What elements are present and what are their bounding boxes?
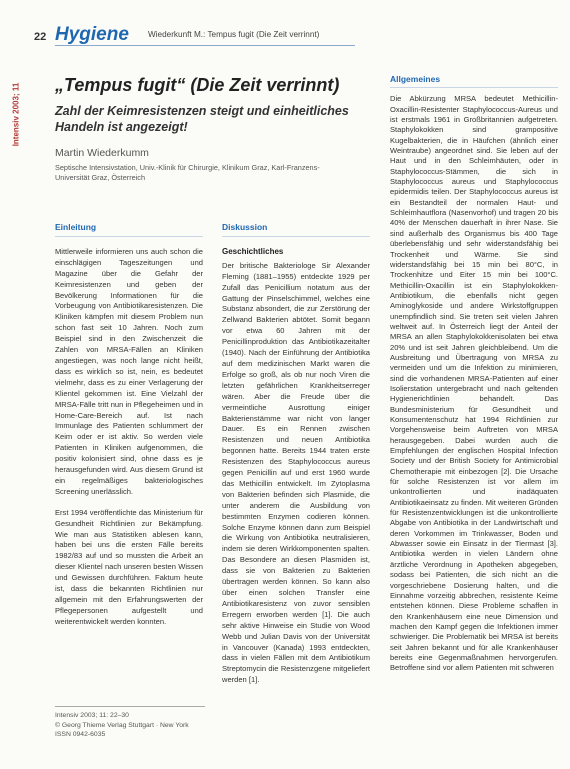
section-heading-diskussion: Diskussion: [222, 222, 370, 237]
article-header: [55, 74, 365, 183]
footnote-issn: ISSN 0942-6035: [55, 731, 106, 739]
footnote-copyright: © Georg Thieme Verlag Stuttgart · New York: [55, 721, 189, 729]
author-affiliation: Septische Intensivstation, Univ.-Klinik für Chirurgie, Klinikum Graz, Karl-Franzens-Universität Graz, Österreich: [55, 163, 320, 182]
page-header: [0, 0, 570, 78]
publication-footnote: [55, 711, 205, 740]
section-heading-einleitung: Einleitung: [55, 222, 203, 237]
footnote-citation: Intensiv 2003; 11: 22–30: [55, 712, 129, 719]
paragraph: Der britische Bakteriologe Sir Alexander Fleming (1881–1955) entdeckte 1929 per Zufall das Penicillium notatum aus der Gattung der Pinselschimmel, welches eine Substanz absondert, die zur Zerstörung der Zellwand Bakterien abtötet. Somit begann vor etwa 60 Jahren mit der Penicillinproduktion das Antibiotikazeitalter (1940). Nach der Einführung der Antibiotika auf dem medizinischen Markt waren die Erfolge so groß, als ob nur noch Viren die letzten gefährlichen Krankheitserreger wären. Aber die Freude über die vermeintliche Ausrottung einiger Bakterienstämme war nicht von langer Dauer. Es ein Rennen zwischen Resistenzen und neuen Antibiotika begonnen hatte. Bereits 1944 traten erste Resistenzen des Staphylococcus aureus gegen Penicillin auf und erst 1960 wurde das Methicillin entwickelt. Im Zytoplasma von Bakterien befinden sich Plasmide, die unter anderem die Ausbildung von bestimmten Enzymen codieren können. Solche Enzyme können dann zum Beispiel die Wirkung von Antibiotika neutralisieren, indem sie deren Wirkkomponenten spalten. Das Besondere an diesen Plasmiden ist, dass sie von Bakterien zu Bakterien übertragen werden können. So kann also über einen solchen Transfer eine Antibiotikaresistenz von zuvor sensiblen Erregern erworben werden [1]. Die auch sehr aktive Hinweise ein Studie von Wood Webb und Julian Davis von der Universität in Vancouver (Kanada) 1993 entdeckten, dass in vielen Fällen mit dem Antibiotikum Streptomycin die Resistenzgene mitgeliefert werden [1].: [222, 260, 370, 685]
footnote-rule: [55, 706, 205, 707]
column-diskussion: [222, 222, 370, 686]
paragraph: Mittlerweile informieren uns auch schon die einschlägigen Tageszeitungen und Magazine über die Gefahr der Keimresistenzen und geben der Bevölkerung Informationen für die Vorbeugung von Antibiotikaresistenzen. Die Kliniken kämpfen mit diesem Problem nun schon fast seit 10 Jahren. Noch zum Beispiel sind in den Zwischenzeit die Zahlen von MRSA-Fällen an Kliniken angestiegen, was noch lange nicht heißt, dass es wirklich so ist, nein, es bedeutet vielmehr, dass es zu einer Verlagerung der Klientel gekommen ist. Eine Vielzahl der MRSA-Fälle tritt nun in Pflegeheimen und in Home-Care-Bereich auf. Ist nach Immunlage des Patienten schlummert der Keim oder er ist aktiv. So werden viele Patienten in Kliniken aufgenommen, die positiv kolonisiert sind, ohne dass es je herausgefunden wird. Aus diesem Grund ist ein regelmäßiges bakteriologisches Screening unerlässlich.: [55, 246, 203, 496]
section-heading-allgemeines: Allgemeines: [390, 74, 558, 88]
paragraph: Erst 1994 veröffentlichte das Ministerium für Gesundheit Richtlinien zur Bekämpfung. Wie man aus Statistiken ablesen kann, haben bei uns die ersten Fälle bereits 1982/83 auf und so mussten die Arbeit an dieser Klientel nach unseren besten Wissen und Gewissen durchführen. Faktum heute ist, dass die bekannten Richtlinien nur allgemein mit den Erfahrungswerten der Pflegepersonen aufgestellt und weiterentwickelt werden konnten.: [55, 507, 203, 626]
side-citation-text: Intensiv 2003; 11: [11, 82, 21, 147]
side-citation: [6, 60, 24, 180]
column-allgemeines: [390, 74, 558, 674]
column-einleitung: [55, 222, 203, 628]
article-subtitle: Zahl der Keimresistenzen steigt und einheitliches Handeln ist angezeigt!: [55, 104, 349, 134]
header-rule: [55, 45, 355, 46]
article-title: „Tempus fugit“ (Die Zeit verrinnt): [55, 75, 340, 95]
page-number: 22: [34, 31, 47, 43]
section-title: Hygiene: [55, 24, 129, 45]
paragraph: Die Abkürzung MRSA bedeutet Methicillin-Oxacillin-Resistenter Staphylococcus-Aureus und ist erstmals 1961 in Großbritannien aufgetreten. Staphylokokken sind grampositive Kugelbakterien, die in Häufchen (ähnlich einer Weintraube) angeordnet sind. Sie leben auf der Haut und in den Schleimhäuten, oder in Staphylococcus-Stämmen, die sich in Staphylococcus aureus und Staphylococcus epidermidis teilen. Der Staphylococcus aureus ist ein Bestandteil der normalen Haut- und Schleimhautflora (Nasenvorhof) und tragen 20 bis 40% der Menschen dauerhaft in ihrer Nase. Sie sind außerhalb des Organismus bis 400 Tage überlebensfähig und sehr widerstandsfähig bei Trockenheit und Wärme. Sie sind widerstandsfähig bei 15 min bei 80°C, in Trockenhitze und Eiter 15 min bei 100°C. Methicillin-Oxacillin ist ein Staphylokokken-Antibiotikum, die ebenfalls nicht gegen Aminoglykoside und andere Wirkstoffgruppen unempfindlich sind. Sie treten seit vielen Jahren weltweit auf. In Österreich liegt der Anteil der MRSA an allen Staphylokokkenisolaten bei etwa 20% und ist seit Jahren gleichbleibend. Um die Ausbreitung und Übertragung von MRSA zu vermeiden und um die Infektion zu minimieren, sind die vorhandenen MRSA-Patienten auf einer Isolierstation untergebracht und nach geltenden Hygienerichtlinien behandelt. Das Bundesministerium für Gesundheit und Konsumentenschutz hat 1994 Richtlinien zur Vorgehensweise beim Auftreten von MRSA herausgegeben. Dabei wurden auch die Empfehlungen der englischen Hospital Infection Society und der British Society for Antimicrobial Chemotherapie mit einbezogen [2]. Die Ursache für solche Resistenzen ist vor allem im unkontrollierten und inadäquaten Antibiotikaeinsatz zu finden. Mit weiteren Gründen für Resistenzentwicklungen ist die unkontrollierte Abgabe von Antibiotika in der Landwirtschaft und deren Vorkommen im Trinkwasser, Boden und Abwasser sowie ein Einsatz in der Tiermast [3]. Antibiotika werden in vielen Ländern ohne ärztliche Verordnung in Apotheken abgegeben, sodass bei Patienten, die sich nicht an die vorgeschriebene Dosierung halten, und die Einnahme vorzeitig abbrechen, resistente Keime entstehen können. Diese Probleme schaffen in den Krankenhäusern eine neue Dimension und machen den Kampf gegen die Infektionen immer schwieriger. Die Problematik bei MRSA ist bereits seit Jahren bekannt und für alle Krankenhäuser bereits eine Gegenmaßnahmen hervorgerufen. Betroffene sind vor allem Patienten mit schweren: [390, 94, 558, 673]
author-name: Martin Wiederkumm: [55, 147, 149, 159]
running-title: Wiederkunft M.: Tempus fugit (Die Zeit verrinnt): [148, 30, 320, 39]
subheading-geschichtliches: Geschichtliches: [222, 246, 284, 256]
